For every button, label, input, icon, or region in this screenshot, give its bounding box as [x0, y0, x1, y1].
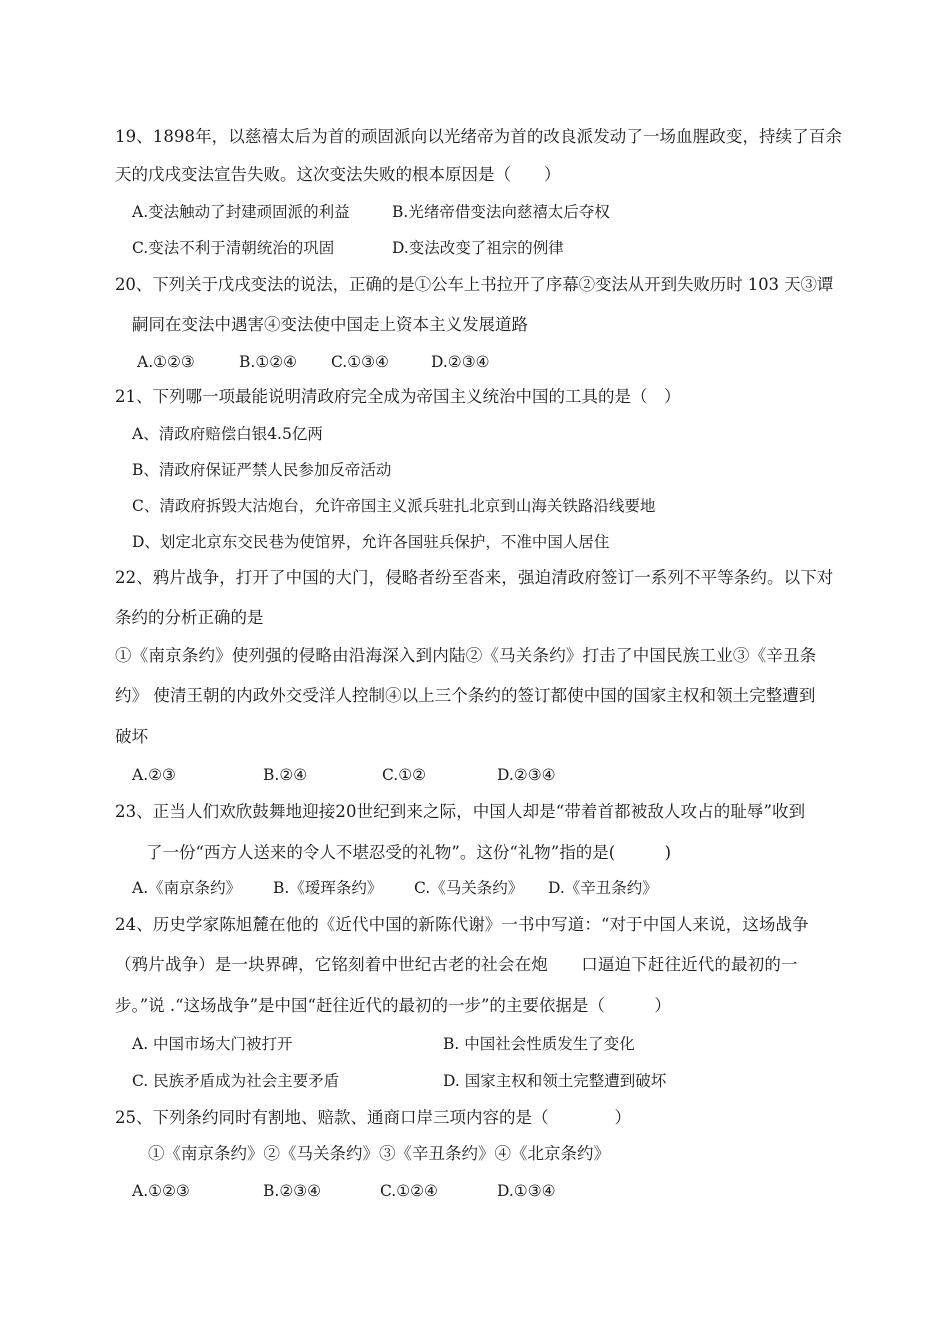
question-20-line-1: 20、下列关于戊戌变法的说法，正确的是①公车上书拉开了序幕②变法从开到失败历时 103 天③谭: [115, 275, 834, 294]
question-24-option-b: B. 中国社会性质发生了变化: [443, 1035, 635, 1053]
question-22-line-1: 22、鸦片战争，打开了中国的大门，侵略者纷至沓来，强迫清政府签订一系列不平等条约。以下对: [115, 568, 834, 587]
question-22-option-b: B.②④: [263, 766, 308, 784]
question-19-option-c: C.变法不利于清朝统治的巩固: [132, 239, 335, 257]
question-20-line-2: 嗣同在变法中遇害④变法使中国走上资本主义发展道路: [132, 315, 528, 334]
question-25-option-d: D.①③④: [497, 1182, 556, 1200]
question-23-option-a: A.《南京条约》: [132, 879, 242, 897]
question-22-line-4: 约》 使清王朝的内政外交受洋人控制④以上三个条约的签订都使中国的国家主权和领土完整遭到: [115, 686, 816, 705]
question-24-line-2: （鸦片战争）是一块界碑，它铭刻着中世纪古老的社会在炮 口逼迫下赶往近代的最初的一: [115, 955, 798, 974]
question-25-line-1: 25、下列条约同时有割地、赔款、通商口岸三项内容的是（ ）: [115, 1108, 631, 1127]
question-24-option-a: A. 中国市场大门被打开: [132, 1035, 293, 1053]
question-23-line-2: 了一份“西方人送来的令人不堪忍受的礼物”。这份“礼物”指的是( ): [146, 843, 672, 862]
question-21-option-a: A、清政府赔偿白银4.5亿两: [132, 425, 323, 443]
question-24-line-3: 步。”说 .“这场战争”是中国“赶往近代的最初的一步”的主要依据是（ ）: [115, 996, 671, 1015]
question-21-option-d: D、划定北京东交民巷为使馆界，允许各国驻兵保护，不准中国人居住: [132, 533, 610, 551]
question-21-option-c: C、清政府拆毁大沽炮台，允许帝国主义派兵驻扎北京到山海关铁路沿线要地: [132, 497, 656, 515]
question-22-line-2: 条约的分析正确的是: [115, 608, 264, 627]
question-21-line-1: 21、下列哪一项最能说明清政府完全成为帝国主义统治中国的工具的是（ ）: [115, 387, 681, 406]
question-25-option-a: A.①②③: [132, 1182, 190, 1200]
question-19-line-2: 天的戊戌变法宣告失败。这次变法失败的根本原因是（ ）: [115, 165, 561, 184]
question-24-option-d: D. 国家主权和领土完整遭到破坏: [443, 1072, 667, 1090]
question-25-option-b: B.②③④: [263, 1182, 322, 1200]
question-22-option-c: C.①②: [382, 766, 427, 784]
question-23-line-1: 23、正当人们欢欣鼓舞地迎接20世纪到来之际，中国人却是“带着首都被敌人攻占的耻辱”收到: [115, 802, 806, 821]
question-22-option-d: D.②③④: [497, 766, 556, 784]
question-22-line-3: ①《南京条约》使列强的侵略由沿海深入到内陆②《马关条约》打击了中国民族工业③《辛丑条: [115, 646, 817, 665]
question-19-option-d: D.变法改变了祖宗的例律: [392, 239, 564, 257]
question-25-line-2: ①《南京条约》②《马关条约》③《辛丑条约》④《北京条约》: [148, 1144, 610, 1163]
question-20-option-a: A.①②③: [137, 353, 195, 371]
question-20-option-b: B.①②④: [239, 353, 298, 371]
question-23-option-c: C.《马关条约》: [414, 879, 524, 897]
question-23-option-d: D.《辛丑条约》: [548, 879, 658, 897]
question-19-option-a: A.变法触动了封建顽固派的利益: [132, 203, 350, 221]
question-19-line-1: 19、1898年，以慈禧太后为首的顽固派向以光绪帝为首的改良派发动了一场血腥政变，持续了百余: [115, 127, 842, 146]
question-25-option-c: C.①②④: [380, 1182, 438, 1200]
question-19-option-b: B.光绪帝借变法向慈禧太后夺权: [392, 203, 610, 221]
question-20-option-d: D.②③④: [431, 353, 490, 371]
question-23-option-b: B.《瑷珲条约》: [273, 879, 383, 897]
question-20-option-c: C.①③④: [331, 353, 389, 371]
question-22-option-a: A.②③: [132, 766, 176, 784]
question-24-line-1: 24、历史学家陈旭麓在他的《近代中国的新陈代谢》一书中写道：“对于中国人来说，这场战争: [115, 915, 809, 934]
question-24-option-c: C. 民族矛盾成为社会主要矛盾: [132, 1072, 340, 1090]
question-21-option-b: B、清政府保证严禁人民参加反帝活动: [132, 461, 392, 479]
question-22-line-5: 破坏: [115, 727, 148, 746]
